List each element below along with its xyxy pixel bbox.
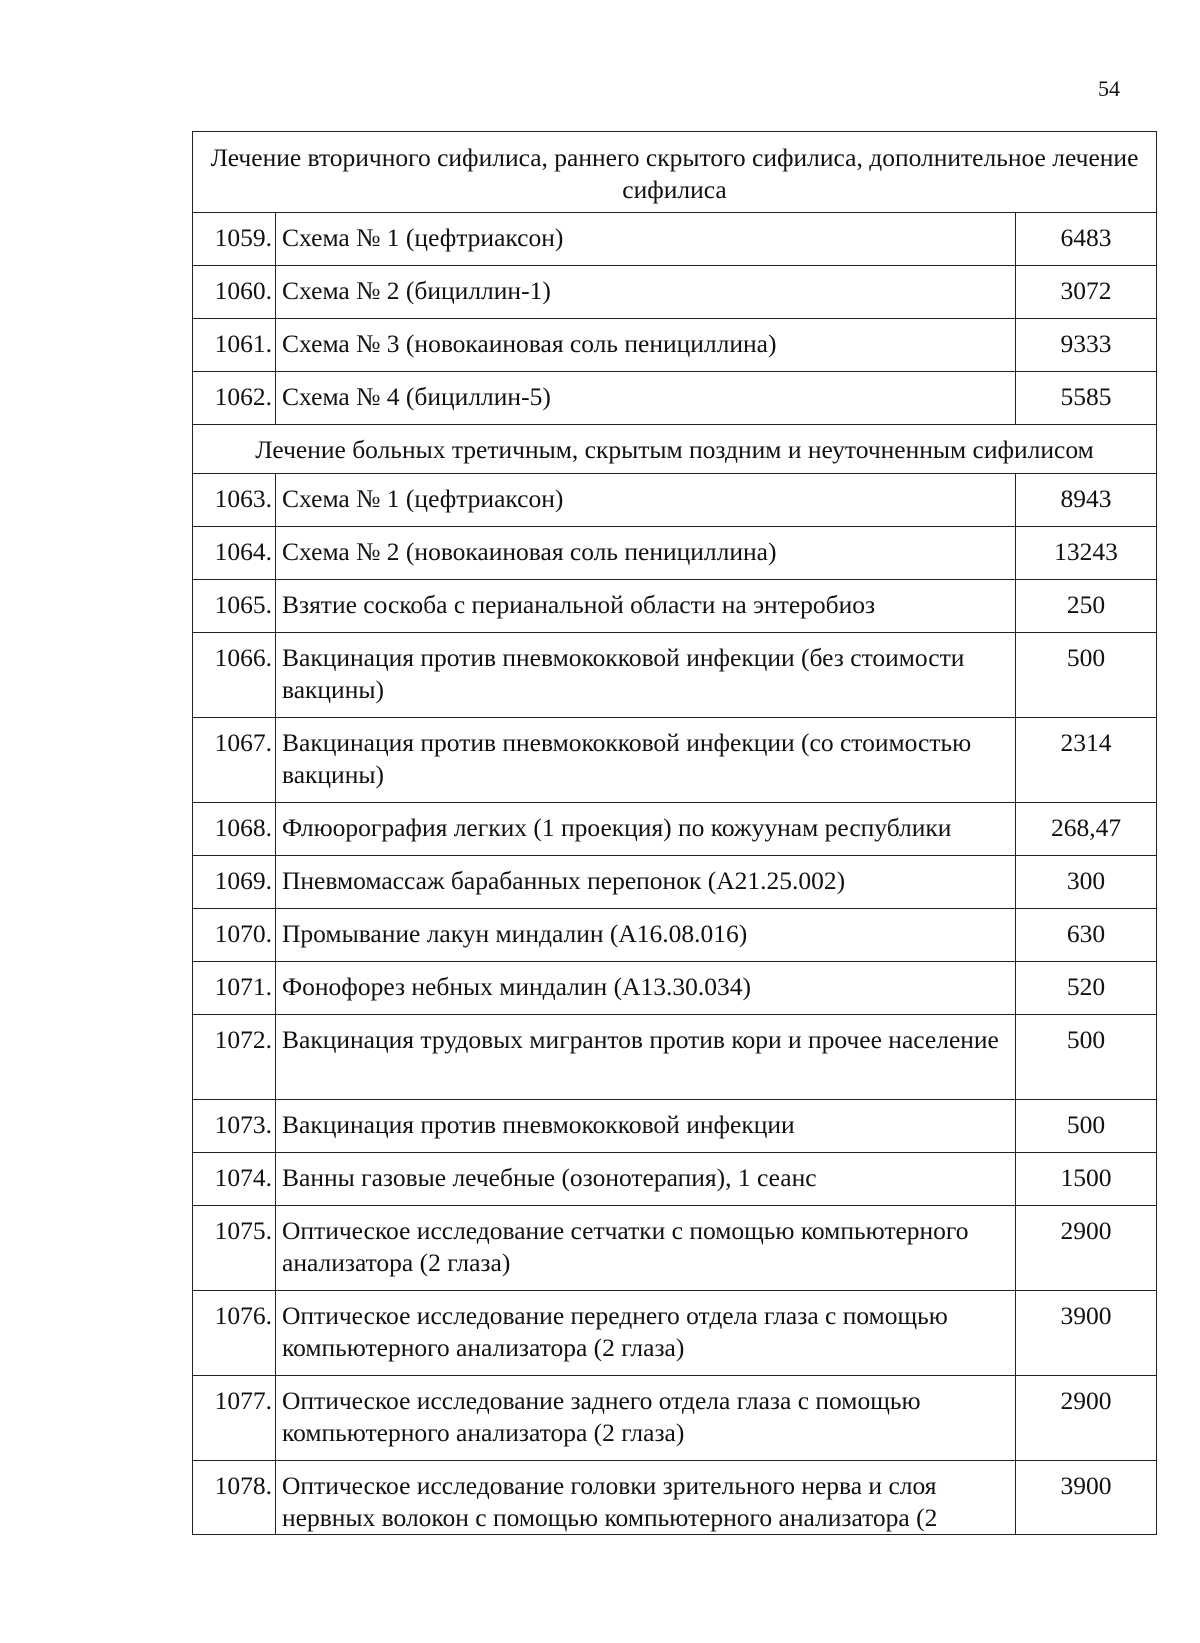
service-price: 5585 [1016, 372, 1157, 425]
service-price: 2314 [1016, 718, 1157, 803]
service-name: Взятие соскоба с перианальной области на энтеробиоз [276, 580, 1016, 633]
row-number: 1059. [193, 213, 276, 266]
service-price: 630 [1016, 909, 1157, 962]
service-price: 2900 [1016, 1206, 1157, 1291]
service-name: Оптическое исследование переднего отдела глаза с помощью компьютерного анализатора (2 глаза) [276, 1291, 1016, 1376]
table-row [193, 962, 1157, 1015]
row-number: 1074. [193, 1153, 276, 1206]
service-price: 8943 [1016, 474, 1157, 527]
service-price: 9333 [1016, 319, 1157, 372]
section-title: Лечение больных третичным, скрытым поздним и неуточненным сифилисом [193, 425, 1157, 474]
service-name: Флюорография легких (1 проекция) по кожуунам республики [276, 803, 1016, 856]
service-name: Вакцинация против пневмококковой инфекции [276, 1100, 1016, 1153]
row-number: 1071. [193, 962, 276, 1015]
service-name: Оптическое исследование головки зрительного нерва и слоя нервных волокон с помощью компьютерного анализатора (2 [276, 1461, 1016, 1535]
row-number: 1077. [193, 1376, 276, 1461]
row-number: 1063. [193, 474, 276, 527]
service-name: Схема № 2 (новокаиновая соль пенициллина) [276, 527, 1016, 580]
service-name: Схема № 1 (цефтриаксон) [276, 474, 1016, 527]
section-title: Лечение вторичного сифилиса, раннего скрытого сифилиса, дополнительное лечение сифилиса [193, 132, 1157, 213]
service-price: 6483 [1016, 213, 1157, 266]
table-row [193, 909, 1157, 962]
table-row [193, 1376, 1157, 1461]
row-number: 1072. [193, 1015, 276, 1100]
table-row [193, 213, 1157, 266]
service-price: 2900 [1016, 1376, 1157, 1461]
table-row [193, 474, 1157, 527]
row-number: 1068. [193, 803, 276, 856]
service-name: Ванны газовые лечебные (озонотерапия), 1 сеанс [276, 1153, 1016, 1206]
table-row [193, 856, 1157, 909]
table-row [193, 1015, 1157, 1100]
row-number: 1062. [193, 372, 276, 425]
row-number: 1070. [193, 909, 276, 962]
service-name: Пневмомассаж барабанных перепонок (А21.25.002) [276, 856, 1016, 909]
table-row [193, 1100, 1157, 1153]
service-name: Промывание лакун миндалин (А16.08.016) [276, 909, 1016, 962]
price-table [192, 131, 1157, 1535]
service-name: Схема № 2 (бициллин-1) [276, 266, 1016, 319]
service-name: Схема № 1 (цефтриаксон) [276, 213, 1016, 266]
service-price: 500 [1016, 633, 1157, 718]
service-price: 300 [1016, 856, 1157, 909]
section-header-row [193, 132, 1157, 213]
service-name: Вакцинация трудовых мигрантов против кори и прочее население [276, 1015, 1016, 1100]
table-row [193, 718, 1157, 803]
table-row [193, 633, 1157, 718]
service-name: Фонофорез небных миндалин (А13.30.034) [276, 962, 1016, 1015]
row-number: 1078. [193, 1461, 276, 1535]
service-price: 3072 [1016, 266, 1157, 319]
row-number: 1064. [193, 527, 276, 580]
table-row [193, 580, 1157, 633]
section-header-row [193, 425, 1157, 474]
table-row [193, 1461, 1157, 1535]
service-price: 500 [1016, 1100, 1157, 1153]
service-price: 500 [1016, 1015, 1157, 1100]
service-name: Схема № 3 (новокаиновая соль пенициллина) [276, 319, 1016, 372]
table-row [193, 803, 1157, 856]
table-row [193, 1153, 1157, 1206]
row-number: 1069. [193, 856, 276, 909]
row-number: 1061. [193, 319, 276, 372]
row-number: 1066. [193, 633, 276, 718]
table-row [193, 1206, 1157, 1291]
table-row [193, 527, 1157, 580]
service-price: 13243 [1016, 527, 1157, 580]
row-number: 1073. [193, 1100, 276, 1153]
service-name: Вакцинация против пневмококковой инфекции (со стоимостью вакцины) [276, 718, 1016, 803]
row-number: 1060. [193, 266, 276, 319]
row-number: 1076. [193, 1291, 276, 1376]
service-name: Вакцинация против пневмококковой инфекции (без стоимости вакцины) [276, 633, 1016, 718]
service-price: 520 [1016, 962, 1157, 1015]
table-row [193, 1291, 1157, 1376]
service-price: 268,47 [1016, 803, 1157, 856]
service-name: Оптическое исследование заднего отдела глаза с помощью компьютерного анализатора (2 глаза) [276, 1376, 1016, 1461]
service-price: 3900 [1016, 1291, 1157, 1376]
service-price: 250 [1016, 580, 1157, 633]
table-row [193, 372, 1157, 425]
row-number: 1067. [193, 718, 276, 803]
service-price: 1500 [1016, 1153, 1157, 1206]
row-number: 1065. [193, 580, 276, 633]
row-number: 1075. [193, 1206, 276, 1291]
service-price: 3900 [1016, 1461, 1157, 1535]
page-number: 54 [1098, 76, 1120, 101]
service-name: Оптическое исследование сетчатки с помощью компьютерного анализатора (2 глаза) [276, 1206, 1016, 1291]
table-row [193, 266, 1157, 319]
table-row [193, 319, 1157, 372]
service-name: Схема № 4 (бициллин-5) [276, 372, 1016, 425]
